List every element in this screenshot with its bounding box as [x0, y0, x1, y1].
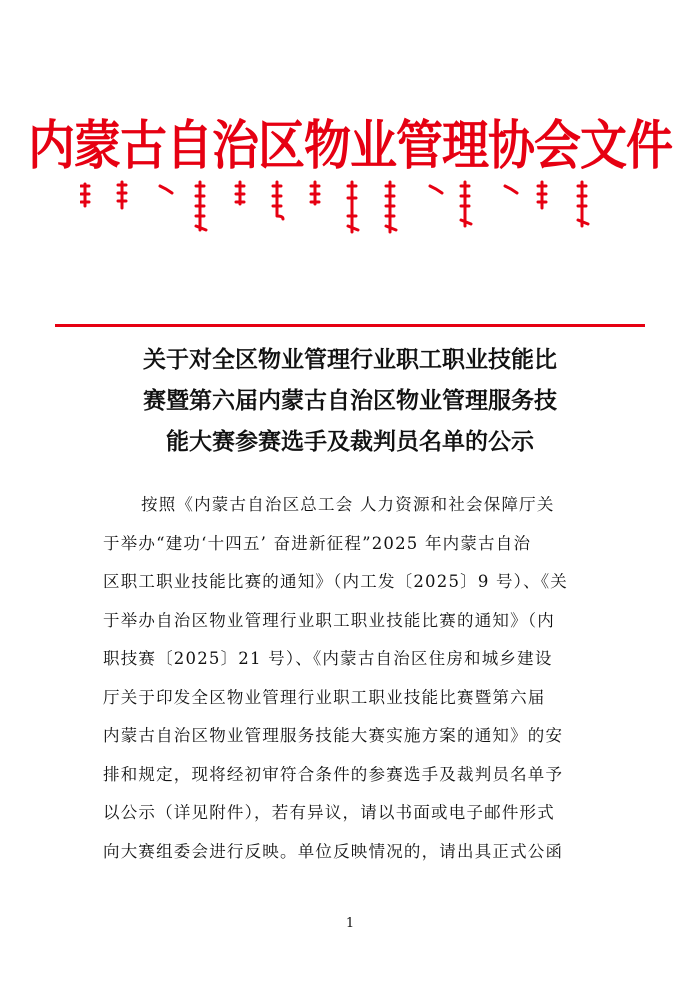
body-line: 区职工职业技能比赛的通知》（内工发〔2025〕9 号）、《关	[103, 572, 568, 591]
body-line: 于举办自治区物业管理行业职工职业技能比赛的通知》（内	[103, 610, 555, 630]
body-line: 内蒙古自治区物业管理服务技能大赛实施方案的通知》的安	[103, 726, 564, 745]
document-body	[103, 486, 603, 871]
heading-line: 赛暨第六届内蒙古自治区物业管理服务技	[143, 388, 557, 414]
body-line: 向大赛组委会进行反映。单位反映情况的，请出具正式公函	[103, 841, 564, 861]
mongolian-script-title	[80, 176, 620, 238]
page-number: 1	[345, 916, 355, 931]
body-line: 排和规定，现将经初审符合条件的参赛选手及裁判员名单予	[103, 764, 564, 784]
heading-line: 能大赛参赛选手及裁判员名单的公示	[166, 429, 534, 455]
body-line: 以公示（详见附件），若有异议，请以书面或电子邮件形式	[103, 803, 555, 822]
header-divider	[55, 324, 645, 327]
org-title: 内蒙古自治区物业管理协会文件	[28, 115, 672, 177]
body-line: 厅关于印发全区物业管理行业职工职业技能比赛暨第六届	[103, 687, 546, 707]
heading-line: 关于对全区物业管理行业职工职业技能比	[143, 347, 557, 373]
body-line: 按照《内蒙古自治区总工会 人力资源和社会保障厅关	[141, 495, 555, 514]
body-line: 于举办“建功‘十四五’ 奋进新征程”2025 年内蒙古自治	[103, 533, 532, 553]
document-heading	[0, 340, 700, 463]
body-line: 职技赛〔2025〕21 号）、《内蒙古自治区住房和城乡建设	[103, 649, 553, 668]
